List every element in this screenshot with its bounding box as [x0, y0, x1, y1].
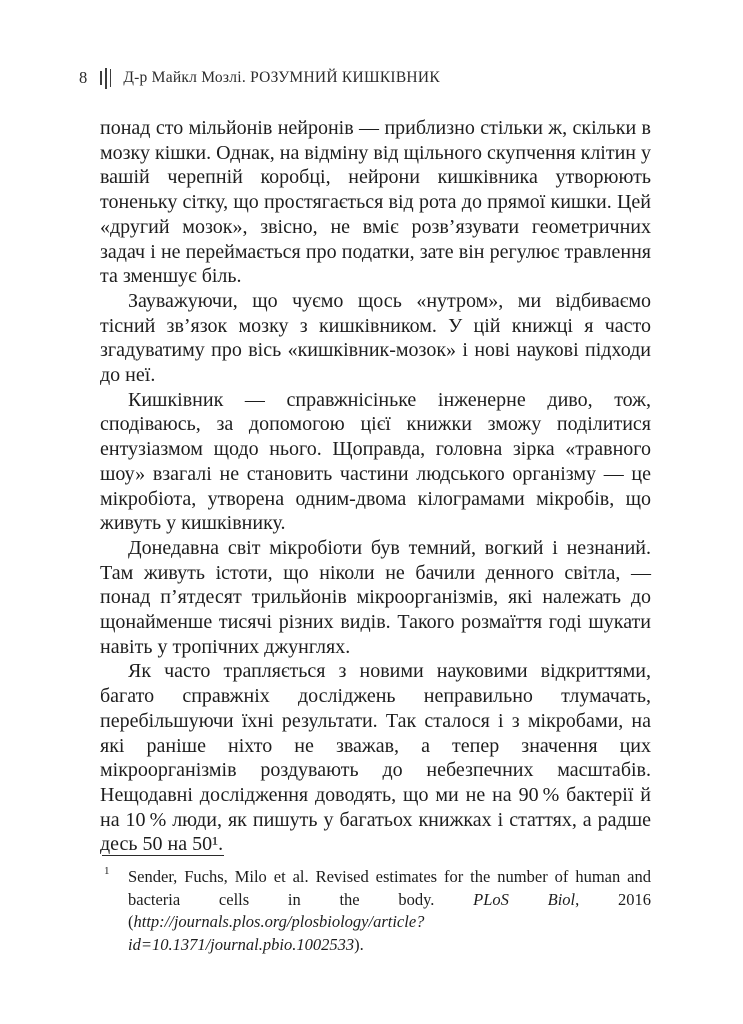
paragraph-5: Як часто трапляється з новими науковими відкриттями, багато справжніх досліджень неправильно тлумачать, перебільшуючи їхні результати. Так сталося і з мікробами, на які раніше ніхто не зважав, а тепер значення цих мікроорганізмів роздувають до небезпечних масштабів. Нещодавні дослідження доводять, що ми не на 90 % бактерії й на 10 % люди, як пишуть у багатьох книжках і статтях, а радше десь 50 на 50¹. — [100, 660, 651, 856]
footnote-closing-text: ). — [354, 934, 364, 954]
footnote-text — [100, 866, 651, 956]
footnote-journal-name: PLoS Biol — [473, 889, 576, 909]
footnote-year-text: , 2016 ( — [128, 889, 651, 931]
paragraph-4: Донедавна світ мікробіоти був темний, вогкий і незнаний. Там живуть істоти, що ніколи не бачили денного світла, — понад п’ятдесят трильйонів мікроорганізмів, які належать до щонайменше тисячі різних видів. Такого розмаїття годі шукати навіть у тропічних джунглях. — [100, 536, 651, 658]
footnote — [100, 855, 651, 956]
body-text — [100, 116, 651, 857]
footnote-citation-text: Sender, Fuchs, Milo et al. Revised estimates for the number of human and bacteria cells in the body. — [128, 867, 651, 909]
paragraph-1: понад сто мільйонів нейронів — приблизно стільки ж, скільки в мозку кішки. Однак, на відміну від щільного скупчення клітин у вашій черепній коробці, нейрони кишківника утворюють тоненьку сітку, що простягається від рота до прямої кишки. Цей «другий мозок», звісно, не вміє розв’язувати геометричних задач і не переймається про податки, зате він регулює травлення та зменшує біль. — [100, 117, 652, 288]
page-header — [79, 64, 683, 92]
page-number: 8 — [79, 68, 88, 87]
footnote-url-text: http://journals.plos.org/plosbiology/article?id=10.1371/journal.pbio.1002533 — [128, 912, 425, 954]
paragraph-3: Кишківник — справжнісіньке інженерне диво, тож, сподіваюсь, за допомогою цієї книжки зможу поділитися ентузіазмом щодо нього. Щоправда, головна зірка «травного шоу» взагалі не становить частини людського організму — це мікробіота, утворена одним-двома кілограмами мікробів, що живуть у кишківнику. — [100, 388, 651, 535]
footnote-divider — [102, 855, 224, 856]
footnote-marker: 1 — [104, 865, 110, 877]
paragraph-2: Зауважуючи, що чуємо щось «нутром», ми відбиваємо тісний зв’язок мозку з кишківником. У цій книжці я часто згадуватиму про вісь «кишківник-мозок» і нові наукові підходи до неї. — [100, 289, 651, 387]
header-divider-bars-icon — [100, 68, 111, 89]
running-title: Д-р Майкл Мозлі. РОЗУМНИЙ КИШКІВНИК — [123, 69, 440, 86]
